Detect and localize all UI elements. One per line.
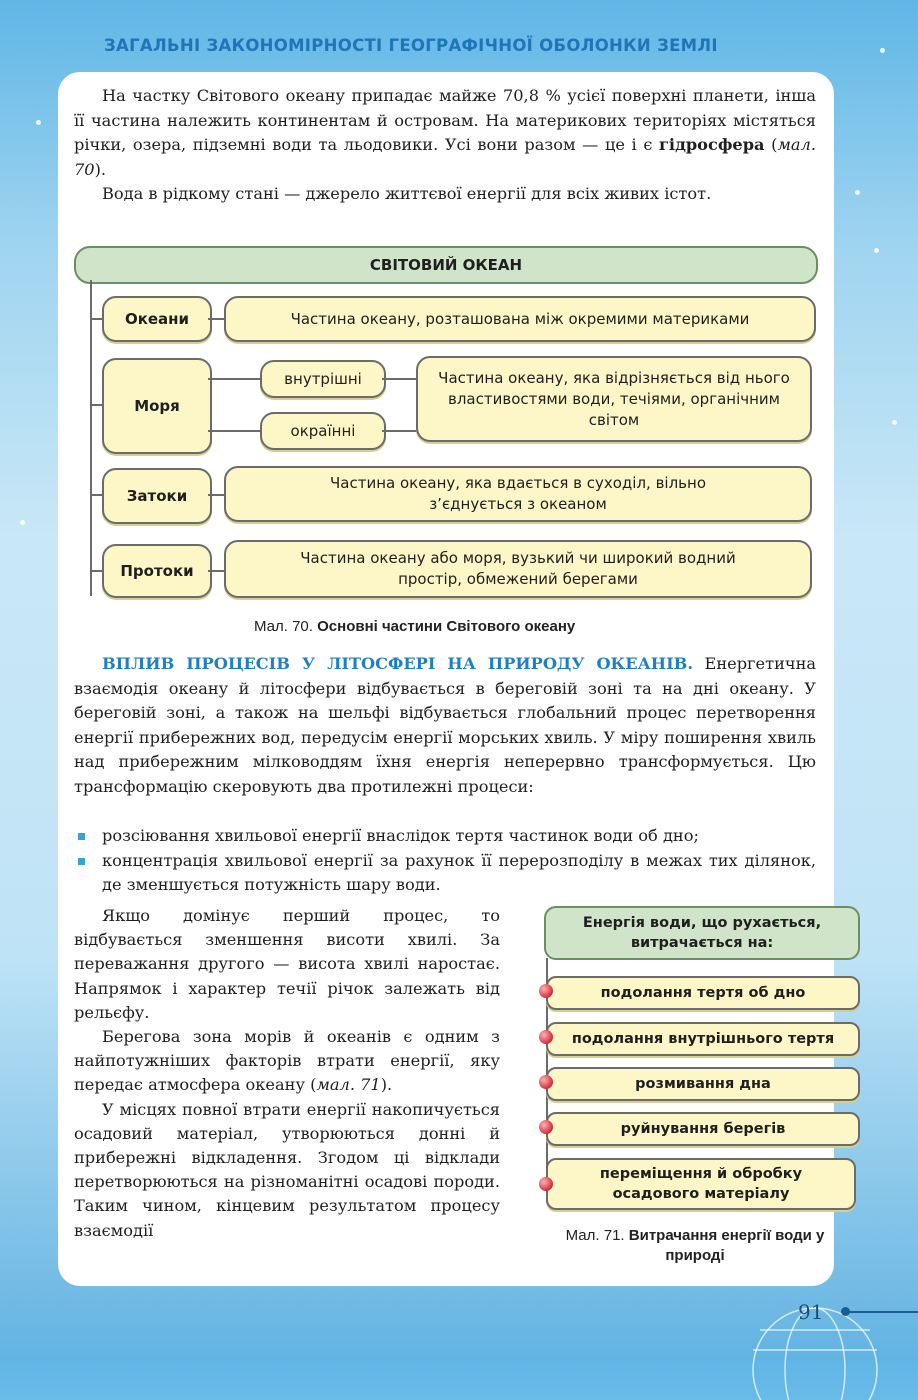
background-sparkle (36, 120, 41, 125)
connector-line (208, 430, 260, 432)
paragraph-coastal-zone (74, 1025, 500, 1098)
connector-line (208, 494, 224, 496)
diagram-world-ocean (74, 246, 816, 606)
caption-text: Основні частини Світового океану (317, 618, 576, 635)
intro-paragraph-1 (74, 84, 816, 182)
bullet-item (74, 824, 816, 849)
bullet-square-icon (78, 833, 85, 840)
diagram-title: Енергія води, що рухається, витрачається на: (544, 906, 860, 960)
connector-line (208, 570, 224, 572)
connector-line (382, 378, 418, 380)
bullet-list (74, 824, 816, 898)
figure-caption-70 (254, 618, 575, 635)
definition-seas: Частина океану, яка відрізняється від нього властивостями води, течіями, органічним світом (416, 356, 812, 442)
bullet-dot-icon (539, 1075, 553, 1089)
background-sparkle (855, 190, 860, 195)
background-sparkle (874, 248, 879, 253)
background-sparkle (880, 48, 885, 53)
figure-ref-71: мал. 71 (316, 1075, 381, 1095)
intro-text (74, 84, 816, 207)
background-sparkle (892, 420, 897, 425)
figure-ref-70: мал. 70 (74, 135, 816, 179)
definition-straits: Частина океану або моря, вузький чи широкий водний простір, обмежений берегами (224, 540, 812, 598)
running-header: ЗАГАЛЬНІ ЗАКОНОМІРНОСТІ ГЕОГРАФІЧНОЇ ОБОЛОНКИ ЗЕМЛІ (104, 36, 718, 55)
label-inner-seas: внутрішні (260, 360, 386, 398)
caption-text: Витрачання енергії води у природі (628, 1227, 825, 1264)
intro-text-b: ( (764, 135, 778, 154)
diagram-water-energy (530, 906, 862, 1226)
energy-item: подолання тертя об дно (546, 976, 860, 1010)
paragraph-sediments: У місцях повної втрати енергії накопичується осадовий матеріал, утворюються донні й прибережні відкладення. Згодом ці відклади перетворюються на різноманітні осадові породи. Таким чином, кінцевим результатом процесу взаємодії (74, 1099, 500, 1240)
left-column-text (74, 904, 500, 1243)
section-text (74, 652, 816, 799)
connector-line (90, 280, 92, 596)
globe-decoration-icon (740, 1280, 890, 1400)
text-b: ). (380, 1075, 393, 1095)
label-straits: Протоки (102, 544, 212, 598)
text-a: Берегова зона морів й океанів є одним з найпотужніших факторів втрати енергії, яку передає атмосфера океану ( (74, 1027, 500, 1095)
intro-text-c: ). (94, 159, 107, 179)
paragraph-wave-process: Якщо домінує перший процес, то відбувається зменшення висоти хвилі. За переважання другого — висота хвилі наростає. Напрямок і характер течії річок залежать від рельєфу. (74, 906, 500, 1022)
bullet-dot-icon (539, 1177, 553, 1191)
label-seas: Моря (102, 358, 212, 454)
label-oceans: Океани (102, 296, 212, 342)
page-number: 91 (798, 1300, 824, 1324)
bullet-text: розсіювання хвильової енергії внаслідок тертя частинок води об дно; (102, 826, 699, 845)
section-body: Енергетична взаємодія океану й літосфери відбувається в береговій зоні та на дні океану. У береговій зоні, а також на шельфі відбувається глобальний процес перетворення енергії прибережних вод, передусім енергії морських хвиль. У міру поширення хвиль над прибережним мілководдям їхня енергія неперервно трансформується. Цю трансформацію скеровують два протилежні процеси: (74, 654, 817, 796)
definition-oceans: Частина океану, розташована між окремими материками (224, 296, 816, 342)
page-number-line (846, 1311, 918, 1313)
caption-number: Мал. 71. (565, 1227, 625, 1244)
energy-item: розмивання дна (546, 1067, 860, 1101)
figure-caption-71 (540, 1226, 850, 1266)
caption-number: Мал. 70. (254, 618, 313, 635)
bullet-text: концентрація хвильової енергії за рахунок її перерозподілу в межах тих ділянок, де зменшується потужність шару води. (102, 850, 816, 894)
term-hydrosphere: гідросфера (659, 135, 765, 154)
section-paragraph (74, 652, 816, 799)
bullet-item (74, 849, 816, 898)
definition-bays: Частина океану, яка вдається в суходіл, вільно з’єднується з океаном (224, 466, 812, 522)
energy-item: переміщення й обробку осадового матеріалу (546, 1158, 856, 1210)
background-sparkle (20, 520, 25, 525)
connector-line (208, 318, 224, 320)
energy-item: подолання внутрішнього тертя (546, 1022, 860, 1056)
connector-line (382, 430, 418, 432)
bullet-dot-icon (539, 984, 553, 998)
section-heading: ВПЛИВ ПРОЦЕСІВ У ЛІТОСФЕРІ НА ПРИРОДУ ОКЕАНІВ. (102, 654, 693, 673)
intro-paragraph-2: Вода в рідкому стані — джерело життєвої енергії для всіх живих істот. (102, 184, 712, 203)
connector-line (208, 378, 260, 380)
intro-text-a: На частку Світового океану припадає майже 70,8 % усієї поверхні планети, інша її частина належить континентам й островам. На материкових територіях містяться річки, озера, підземні води та льодовики. Усі вони разом — це і є (74, 86, 816, 154)
bullet-square-icon (78, 858, 85, 865)
diagram-title: СВІТОВИЙ ОКЕАН (74, 246, 818, 284)
bullet-dot-icon (539, 1120, 553, 1134)
label-bays: Затоки (102, 468, 212, 524)
bullet-dot-icon (539, 1030, 553, 1044)
label-marginal-seas: окраїнні (260, 412, 386, 450)
energy-item: руйнування берегів (546, 1112, 860, 1146)
